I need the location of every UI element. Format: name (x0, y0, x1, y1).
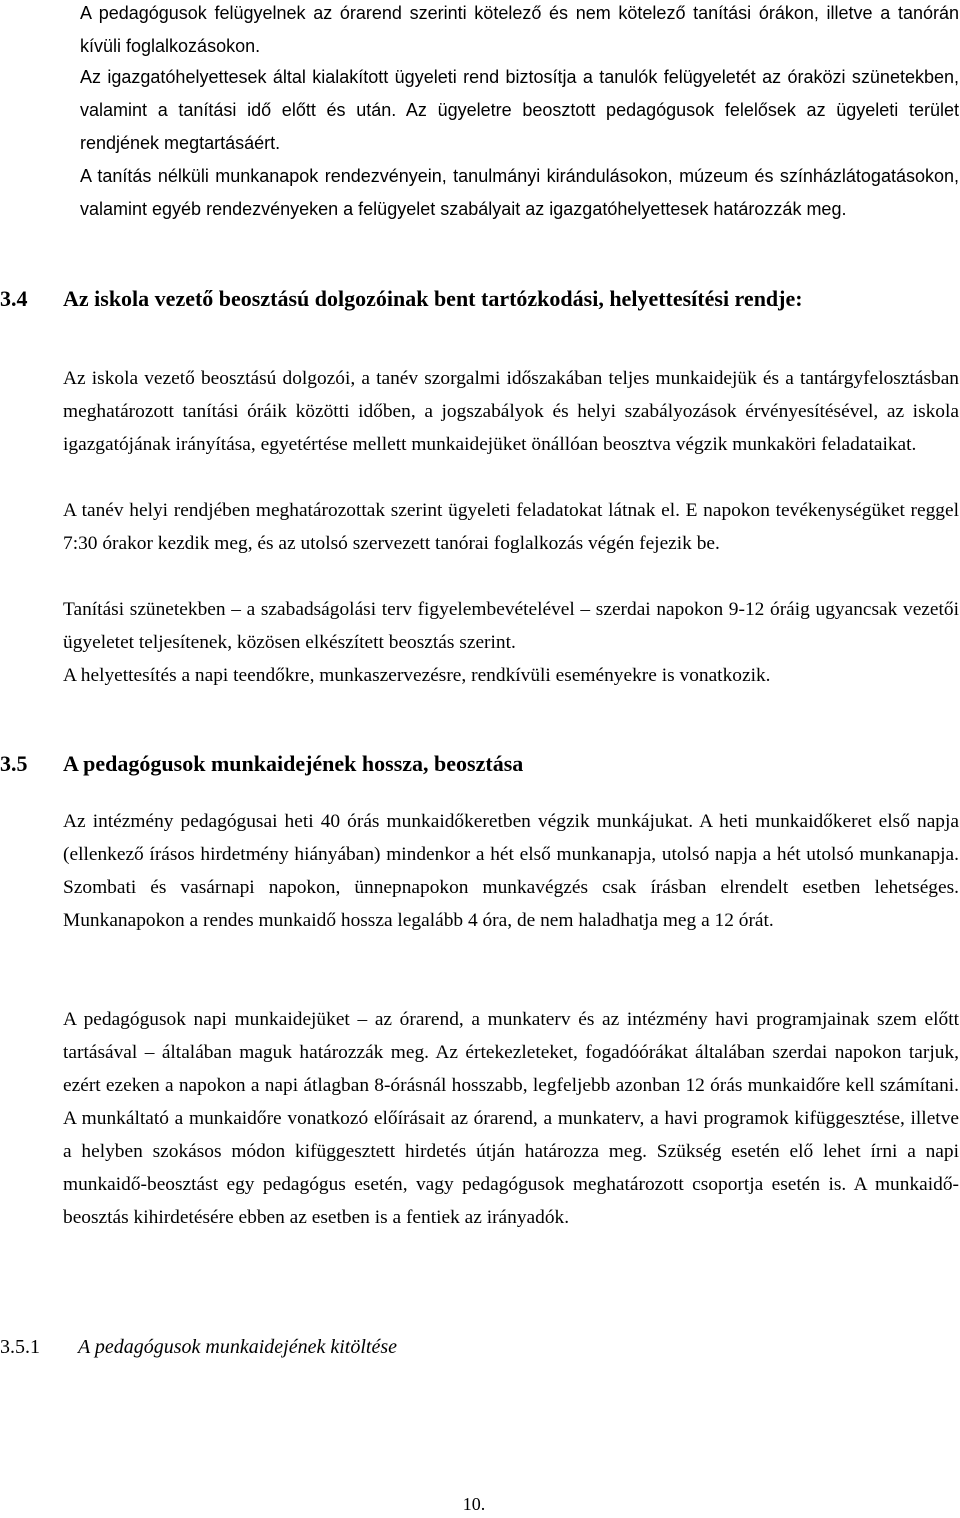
section-3-5-title: A pedagógusok munkaidejének hossza, beosztása (63, 751, 524, 776)
page-number: 10. (462, 1494, 486, 1514)
section-3-4-paragraph-1: Az iskola vezető beosztású dolgozói, a tanév szorgalmi időszakában teljes munkaidejük és a tantárgyfelosztásban meghatározott tanítási óráik közötti időben, a jogszabályok és helyi szabályozások érvényesítésével, az iskola igazgatójának irányítása, egyetértése mellett munkaidejüket önállóan beosztva végzik munkaköri feladataikat. (63, 368, 959, 455)
section-3-5-paragraph-2: A pedagógusok napi munkaidejüket – az órarend, a munkaterv és az intézmény havi programjainak szem előtt tartásával – általában maguk határozzák meg. Az értekezleteket, fogadóórákat általában szerdai napokon tarjuk, ezért ezeken a napokon a napi átlagban 8-órásnál hosszabb, legfeljebb azonban 12 órás munkaidőre kell számítani. A munkáltató a munkaidőre vonatkozó előírásait az órarend, a munkaterv, a havi programok kifüggesztése, illetve a helyben szokásos módon kifüggesztett hirdetés útján határozza meg. Szükség esetén elő lehet írni a napi munkaidő-beosztást egy pedagógus esetén, vagy pedagógusok meghatározott csoportja esetén is. A munkaidő-beosztás kihirdetésére ebben az esetben is a fentiek az irányadók. (63, 1009, 959, 1228)
intro-paragraph-events: A tanítás nélküli munkanapok rendezvényein, tanulmányi kirándulásokon, múzeum és színházlátogatásokon, valamint egyéb rendezvényeken a felügyelet szabályait az igazgatóhelyettesek határozzák meg. (80, 166, 959, 219)
section-3-4-paragraph-2: A tanév helyi rendjében meghatározottak szerint ügyeleti feladatokat látnak el. E napokon tevékenységüket reggel 7:30 órakor kezdik meg, és az utolsó szervezett tanórai foglalkozás végén fejezik be. (63, 500, 959, 554)
section-3-5-1-title: A pedagógusok munkaidejének kitöltése (78, 1336, 397, 1358)
section-3-4-title: Az iskola vezető beosztású dolgozóinak bent tartózkodási, helyettesítési rendje: (63, 286, 803, 311)
section-3-5-paragraph-1: Az intézmény pedagógusai heti 40 órás munkaidőkeretben végzik munkájukat. A heti munkaidőkeret első napja (ellenkező írásos hirdetmény hiányában) mindenkor a hét első munkanapja, utolsó napja a hét utolsó munkanapja. Szombati és vasárnapi napokon, ünnepnapokon munkavégzés csak írásban elrendelt esetben lehetséges. Munkanapokon a rendes munkaidő hossza legalább 4 óra, de nem haladhatja meg a 12 órát. (63, 811, 959, 931)
intro-paragraph-duty-order: Az igazgatóhelyettesek által kialakított ügyeleti rend biztosítja a tanulók felügyeletét az óraközi szünetekben, valamint a tanítási idő előtt és után. Az ügyeletre beosztott pedagógusok felelősek az ügyeleti terület rendjének megtartásáért. (80, 67, 959, 153)
intro-paragraph-supervision: A pedagógusok felügyelnek az órarend szerinti kötelező és nem kötelező tanítási órákon, illetve a tanórán kívüli foglalkozásokon. (80, 3, 959, 56)
section-3-5-number: 3.5 (0, 751, 28, 776)
section-3-4-paragraph-3: Tanítási szünetekben – a szabadságolási terv figyelembevételével – szerdai napokon 9-12 óráig ugyancsak vezetői ügyeletet teljesítenek, közösen elkészített beosztás szerint. (63, 599, 959, 653)
section-3-5-1-number: 3.5.1 (0, 1336, 40, 1358)
section-3-4-paragraph-4: A helyettesítés a napi teendőkre, munkaszervezésre, rendkívüli eseményekre is vonatkozik. (63, 665, 771, 686)
section-3-4-number: 3.4 (0, 286, 28, 311)
